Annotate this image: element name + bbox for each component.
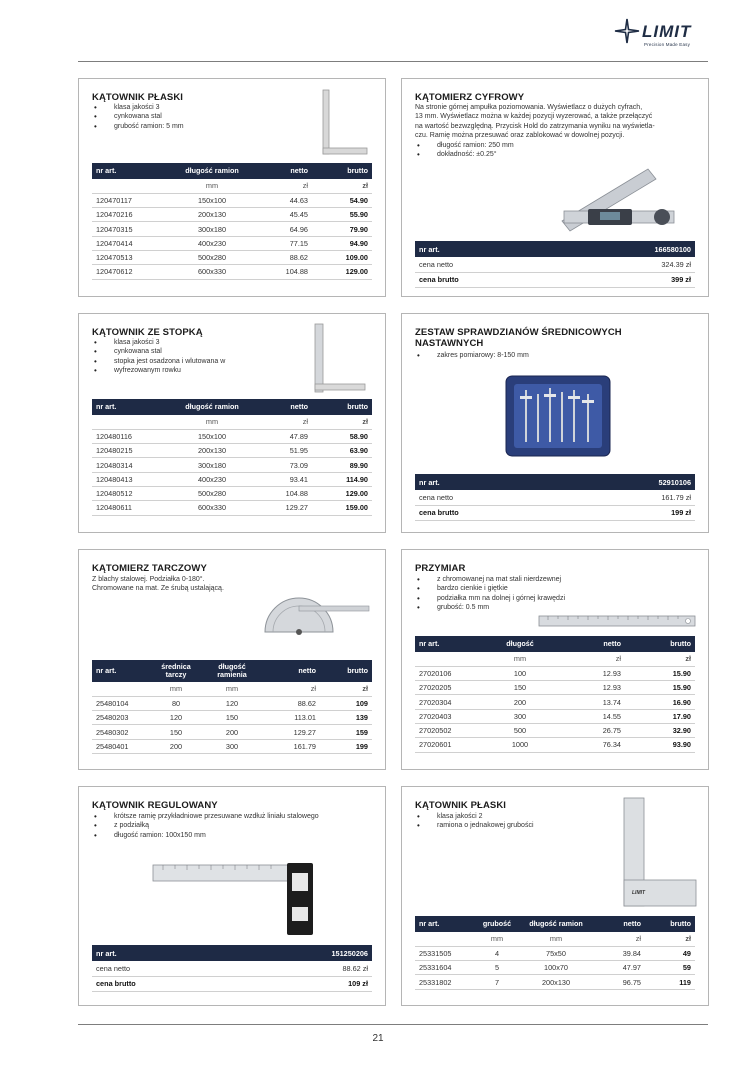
cell: 199: [320, 739, 372, 753]
sku-table: [415, 241, 695, 288]
units-row: [92, 415, 372, 429]
cell: 77.15: [252, 236, 312, 250]
table-row: [92, 208, 372, 222]
cell: 79.90: [312, 222, 372, 236]
card-title: KĄTOWNIK REGULOWANY: [92, 800, 218, 811]
unit: mm: [148, 682, 204, 696]
cell-sku: 25480104: [92, 696, 148, 710]
price-table: [92, 163, 372, 280]
cell: 73.09: [252, 458, 312, 472]
table-header: [92, 163, 372, 179]
protractor-image: [259, 578, 373, 638]
cell: 300x180: [172, 458, 252, 472]
net-price: 161.79 zł: [567, 490, 695, 505]
col-header: brutto: [320, 660, 372, 682]
col-header: netto: [252, 399, 312, 415]
feature-list: [92, 103, 184, 131]
col-header: długość: [485, 636, 555, 652]
cell: 109: [320, 696, 372, 710]
cell: 49: [645, 946, 695, 960]
price-table: [415, 636, 695, 753]
cell: 44.63: [252, 193, 312, 207]
cell: 200: [204, 725, 260, 739]
cell: 400x230: [172, 472, 252, 486]
table-row: [92, 236, 372, 250]
cell: 161.79: [260, 739, 320, 753]
cell: 17.90: [625, 709, 695, 723]
sku-label: nr art.: [92, 945, 237, 961]
card-title: KĄTOWNIK PŁASKI: [415, 800, 507, 811]
table-row: [415, 975, 695, 989]
unit: zł: [252, 415, 312, 429]
cell: 76.34: [555, 738, 625, 752]
feature-list: [415, 141, 514, 160]
table-row: [92, 725, 372, 739]
table-row: [92, 250, 372, 264]
brand-tagline: Precision Made Easy: [644, 42, 691, 47]
adjustable-square-image: [151, 857, 321, 937]
cell-sku: 27020403: [415, 709, 485, 723]
cell: 150x100: [172, 193, 252, 207]
table-header: [92, 399, 372, 415]
cell: 114.90: [312, 472, 372, 486]
unit: mm: [172, 179, 252, 193]
unit: mm: [204, 682, 260, 696]
cell: 500x280: [172, 250, 252, 264]
feature-item: • cynkowana stal: [92, 347, 225, 356]
cell-sku: 120470216: [92, 208, 172, 222]
unit: [415, 652, 485, 666]
cell-sku: 25331604: [415, 961, 475, 975]
col-header: netto: [252, 163, 312, 179]
table-header: [415, 474, 695, 490]
steel-ruler-image: [538, 614, 696, 628]
cell: 104.88: [252, 486, 312, 500]
cell-sku: 27020106: [415, 666, 485, 680]
feature-list: [415, 812, 534, 831]
cell: 26.75: [555, 723, 625, 737]
table-header: [415, 636, 695, 652]
cell: 59: [645, 961, 695, 975]
cell: 39.84: [593, 946, 645, 960]
col-header: długość ramion: [172, 163, 252, 179]
table-row: [415, 272, 695, 287]
table-row: [92, 265, 372, 279]
unit: zł: [260, 682, 320, 696]
cell: 129.00: [312, 265, 372, 279]
table-row: [92, 486, 372, 500]
feature-list: [92, 338, 225, 376]
feature-item: • wyfrezowanym rowku: [92, 366, 225, 375]
cell-sku: 120470513: [92, 250, 172, 264]
cell: 400x230: [172, 236, 252, 250]
net-price: 88.62 zł: [237, 961, 372, 976]
price-table: [415, 916, 695, 990]
cell: 54.90: [312, 193, 372, 207]
gross-price-label: cena brutto: [92, 976, 237, 991]
cell: 113.01: [260, 711, 320, 725]
cell: 51.95: [252, 444, 312, 458]
table-row: [92, 696, 372, 710]
cell: 100x70: [519, 961, 593, 975]
unit: [92, 682, 148, 696]
card-title-line: ZESTAW SPRAWDZIANÓW ŚREDNICOWYCH: [415, 327, 622, 338]
feature-list: [92, 812, 319, 840]
square-with-stock-image: [309, 322, 371, 394]
feature-item: • krótsze ramię przykładniowe przesuwane wzdłuż liniału stalowego: [92, 812, 319, 821]
digital-protractor-image: [552, 159, 682, 234]
card-title: KĄTOWNIK PŁASKI: [92, 92, 184, 103]
cell: 93.41: [252, 472, 312, 486]
table-row: [415, 738, 695, 752]
col-header: netto: [593, 916, 645, 932]
cell-sku: 25331802: [415, 975, 475, 989]
cell: 300: [204, 739, 260, 753]
cell: 88.62: [260, 696, 320, 710]
table-row: [92, 193, 372, 207]
card-title: KĄTOWNIK ZE STOPKĄ: [92, 327, 203, 338]
cell: 32.90: [625, 723, 695, 737]
price-table: [92, 660, 372, 754]
feature-item: • z chromowanej na mat stali nierdzewnej: [415, 575, 565, 584]
feature-item: • długość ramion: 250 mm: [415, 141, 514, 150]
cell-sku: 120480314: [92, 458, 172, 472]
cell: 45.45: [252, 208, 312, 222]
flat-square-image: [317, 88, 371, 156]
feature-item: • klasa jakości 3: [92, 338, 225, 347]
table-row: [92, 472, 372, 486]
unit: mm: [172, 415, 252, 429]
star-cross-icon: [614, 18, 640, 44]
cell: 47.89: [252, 429, 312, 443]
col-header: średnica tarczy: [148, 660, 204, 682]
table-row: [415, 709, 695, 723]
table-row: [415, 666, 695, 680]
cell-sku: 120470612: [92, 265, 172, 279]
unit: zł: [555, 652, 625, 666]
cell-sku: 120480215: [92, 444, 172, 458]
unit: mm: [485, 652, 555, 666]
col-header: nr art.: [92, 399, 172, 415]
cell: 1000: [485, 738, 555, 752]
col-header: nr art.: [92, 163, 172, 179]
cell: 129.00: [312, 486, 372, 500]
unit: zł: [645, 932, 695, 946]
table-header: [92, 945, 372, 961]
table-header: [92, 660, 372, 682]
unit: zł: [312, 179, 372, 193]
cell: 12.93: [555, 681, 625, 695]
cell: 14.55: [555, 709, 625, 723]
cell: 64.96: [252, 222, 312, 236]
col-header: długość ramion: [519, 916, 593, 932]
cell: 4: [475, 946, 519, 960]
unit: [92, 415, 172, 429]
cell: 100: [485, 666, 555, 680]
net-price-label: cena netto: [92, 961, 237, 976]
col-header: brutto: [625, 636, 695, 652]
cell: 89.90: [312, 458, 372, 472]
gross-price: 399 zł: [560, 272, 695, 287]
feature-item: • bardzo cienkie i giętkie: [415, 584, 565, 593]
cell: 75x50: [519, 946, 593, 960]
description: [92, 575, 224, 594]
header-divider: [78, 61, 708, 62]
cell: 500x280: [172, 486, 252, 500]
feature-item: • grubość: 0.5 mm: [415, 603, 565, 612]
feature-item: • ramiona o jednakowej grubości: [415, 821, 534, 830]
table-row: [415, 681, 695, 695]
card-katomierz-cyfrowy: [401, 78, 709, 297]
feature-list: [415, 351, 529, 360]
gross-price-label: cena brutto: [415, 272, 560, 287]
table-row: [415, 961, 695, 975]
sku-value: 151250206: [237, 945, 372, 961]
sku-value: 166580100: [560, 241, 695, 257]
cell: 139: [320, 711, 372, 725]
cell: 93.90: [625, 738, 695, 752]
unit: zł: [312, 415, 372, 429]
brand-name: LIMIT: [642, 22, 692, 41]
units-row: [415, 652, 695, 666]
cell: 300: [485, 709, 555, 723]
gross-price: 109 zł: [237, 976, 372, 991]
cell-sku: 25331505: [415, 946, 475, 960]
cell: 200x130: [172, 444, 252, 458]
unit: mm: [519, 932, 593, 946]
card-katownik-regulowany: [78, 786, 386, 1006]
cell: 119: [645, 975, 695, 989]
description-line: 13 mm. Wyświetlacz można w każdej pozycji wyzerować, a także przełączyć: [415, 113, 653, 121]
page-number: 21: [372, 1033, 384, 1044]
table-row: [92, 444, 372, 458]
cell: 5: [475, 961, 519, 975]
cell: 129.27: [252, 501, 312, 515]
col-header: grubość: [475, 916, 519, 932]
cell-sku: 120470315: [92, 222, 172, 236]
table-row: [415, 695, 695, 709]
unit: zł: [593, 932, 645, 946]
feature-item: • podziałka mm na dolnej i górnej krawędzi: [415, 594, 565, 603]
table-row: [415, 505, 695, 520]
description-line: Z blachy stalowej. Podziałka 0-180°.: [92, 576, 205, 583]
cell-sku: 120480116: [92, 429, 172, 443]
cell: 200: [148, 739, 204, 753]
cell: 159: [320, 725, 372, 739]
unit: [415, 932, 475, 946]
square-label: LIMIT: [632, 890, 646, 896]
description: [415, 103, 655, 141]
table-row: [92, 711, 372, 725]
table-header: [415, 916, 695, 932]
cell: 600x330: [172, 501, 252, 515]
description-line: Na stronie górnej ampułka poziomowania. Wyświetlacz o dużych cyfrach,: [415, 104, 643, 111]
cell-sku: 27020601: [415, 738, 485, 752]
gross-price: 199 zł: [567, 505, 695, 520]
card-title: [415, 327, 622, 349]
table-row: [92, 458, 372, 472]
unit: zł: [252, 179, 312, 193]
unit: [92, 179, 172, 193]
feature-item: • długość ramion: 100x150 mm: [92, 831, 319, 840]
card-title-line: NASTAWNYCH: [415, 338, 484, 349]
col-header: nr art.: [92, 660, 148, 682]
unit: mm: [475, 932, 519, 946]
feature-item: • z podziałką: [92, 821, 319, 830]
cell-sku: 120470414: [92, 236, 172, 250]
feature-item: • cynkowana stal: [92, 112, 184, 121]
net-price: 324.39 zł: [560, 257, 695, 272]
cell: 150: [485, 681, 555, 695]
cell-sku: 25480401: [92, 739, 148, 753]
cell: 120: [148, 711, 204, 725]
cell-sku: 25480302: [92, 725, 148, 739]
cell: 104.88: [252, 265, 312, 279]
cell: 150x100: [172, 429, 252, 443]
description-line: na wartość bezwzględną. Przycisk Hold do zatrzymania wyniku na wyświetla-: [415, 122, 655, 130]
feature-item: • zakres pomiarowy: 8-150 mm: [415, 351, 529, 360]
net-price-label: cena netto: [415, 490, 567, 505]
cell: 120: [204, 696, 260, 710]
card-katownik-ze-stopka: [78, 313, 386, 533]
table-row: [92, 961, 372, 976]
table-row: [92, 976, 372, 991]
cell: 109.00: [312, 250, 372, 264]
price-table: [92, 399, 372, 516]
cell: 63.90: [312, 444, 372, 458]
unit: zł: [625, 652, 695, 666]
cell-sku: 120470117: [92, 193, 172, 207]
sku-table: [92, 945, 372, 992]
table-row: [92, 429, 372, 443]
col-header: netto: [260, 660, 320, 682]
units-row: [92, 682, 372, 696]
cell-sku: 120480611: [92, 501, 172, 515]
table-row: [415, 490, 695, 505]
cell: 94.90: [312, 236, 372, 250]
col-header: brutto: [312, 399, 372, 415]
table-row: [92, 222, 372, 236]
col-header: netto: [555, 636, 625, 652]
col-header: nr art.: [415, 916, 475, 932]
cell: 80: [148, 696, 204, 710]
brand-logo: [614, 18, 714, 52]
card-przymiar: [401, 549, 709, 770]
description-line: czu. Ramię można przesuwać oraz zablokować w dowolnej pozycji.: [415, 132, 625, 140]
card-title: KĄTOMIERZ TARCZOWY: [92, 563, 207, 574]
table-row: [415, 257, 695, 272]
card-katownik-plaski-2: [401, 786, 709, 1006]
col-header: nr art.: [415, 636, 485, 652]
cell: 150: [148, 725, 204, 739]
cell: 88.62: [252, 250, 312, 264]
col-header: długość ramion: [172, 399, 252, 415]
table-header: [415, 241, 695, 257]
cell: 7: [475, 975, 519, 989]
cell: 58.90: [312, 429, 372, 443]
sku-label: nr art.: [415, 474, 567, 490]
cell-sku: 120480413: [92, 472, 172, 486]
cell: 200: [485, 695, 555, 709]
table-row: [415, 723, 695, 737]
cell-sku: 27020304: [415, 695, 485, 709]
cell: 129.27: [260, 725, 320, 739]
cell: 16.90: [625, 695, 695, 709]
units-row: [92, 179, 372, 193]
net-price-label: cena netto: [415, 257, 560, 272]
description-line: Chromowane na mat. Ze śrubą ustalającą.: [92, 585, 224, 593]
cell: 12.93: [555, 666, 625, 680]
unit: zł: [320, 682, 372, 696]
feature-item: • stopka jest osadzona i wlutowana w: [92, 357, 225, 366]
cell: 600x330: [172, 265, 252, 279]
cell: 500: [485, 723, 555, 737]
card-katomierz-tarczowy: [78, 549, 386, 770]
units-row: [415, 932, 695, 946]
feature-list: [415, 575, 565, 613]
feature-item: • klasa jakości 3: [92, 103, 184, 112]
feature-item: • dokładność: ±0.25°: [415, 150, 514, 159]
sku-table: [415, 474, 695, 521]
card-katownik-plaski: [78, 78, 386, 297]
sku-label: nr art.: [415, 241, 560, 257]
cell: 159.00: [312, 501, 372, 515]
col-header: brutto: [645, 916, 695, 932]
cell-sku: 27020205: [415, 681, 485, 695]
table-row: [92, 739, 372, 753]
footer-divider: [78, 1024, 708, 1025]
table-row: [92, 501, 372, 515]
cell: 15.90: [625, 681, 695, 695]
cell: 55.90: [312, 208, 372, 222]
cell-sku: 27020502: [415, 723, 485, 737]
feature-item: • klasa jakości 2: [415, 812, 534, 821]
cell: 200x130: [172, 208, 252, 222]
card-title: KĄTOMIERZ CYFROWY: [415, 92, 525, 103]
cell: 47.97: [593, 961, 645, 975]
cell: 96.75: [593, 975, 645, 989]
sku-value: 52910106: [567, 474, 695, 490]
card-zestaw-sprawdzianow: [401, 313, 709, 533]
col-header: długość ramienia: [204, 660, 260, 682]
cell: 13.74: [555, 695, 625, 709]
cell-sku: 25480203: [92, 711, 148, 725]
gauge-set-image: [502, 370, 614, 460]
cell-sku: 120480512: [92, 486, 172, 500]
gross-price-label: cena brutto: [415, 505, 567, 520]
cell: 300x180: [172, 222, 252, 236]
cell: 150: [204, 711, 260, 725]
card-title: PRZYMIAR: [415, 563, 466, 574]
col-header: brutto: [312, 163, 372, 179]
cell: 15.90: [625, 666, 695, 680]
cell: 200x130: [519, 975, 593, 989]
feature-item: • grubość ramion: 5 mm: [92, 122, 184, 131]
wide-square-image: [620, 796, 698, 908]
table-row: [415, 946, 695, 960]
